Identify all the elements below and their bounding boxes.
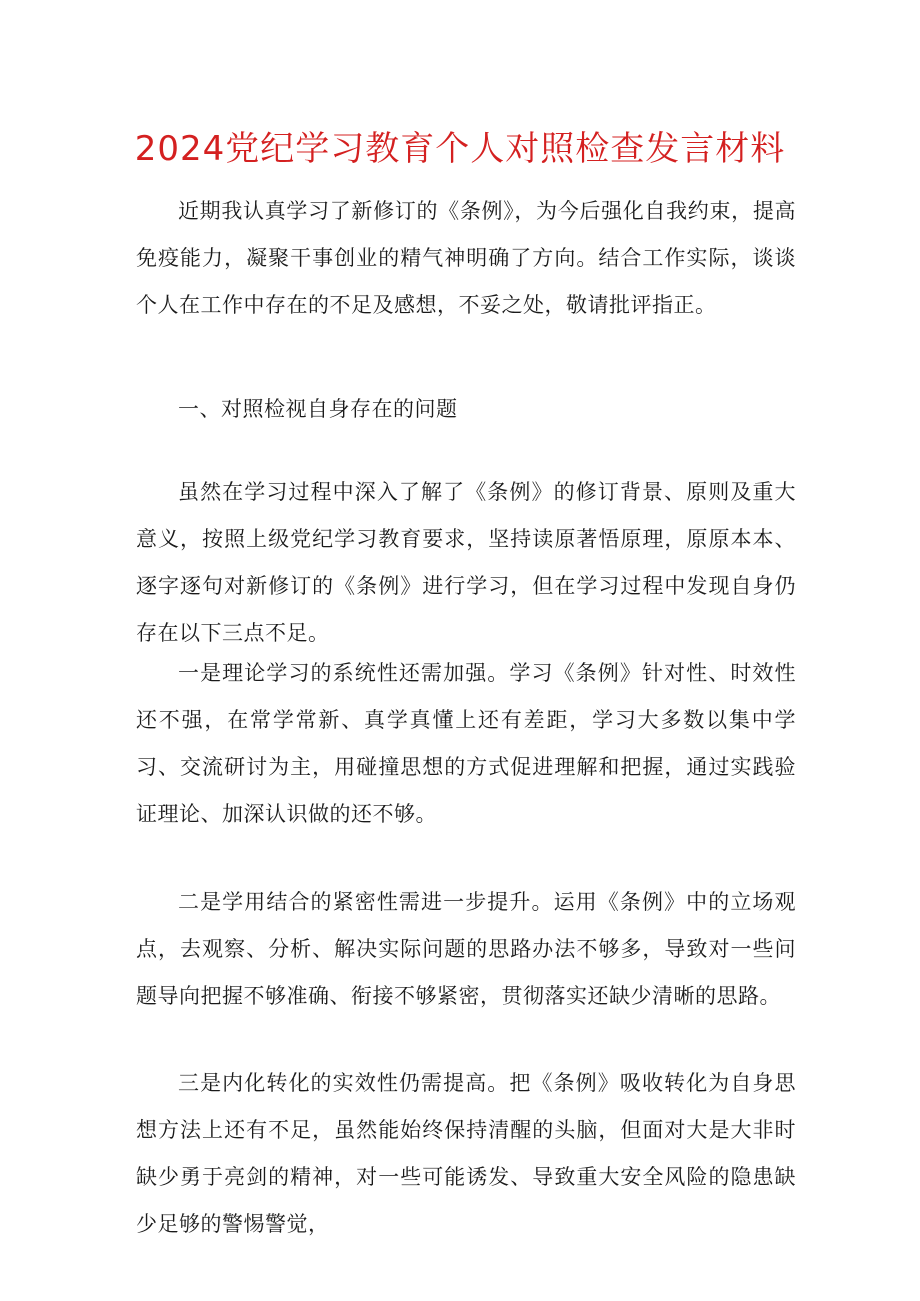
point-two-paragraph: 二是学用结合的紧密性需进一步提升。运用《条例》中的立场观点，去观察、分析、解决实际问题的思路办法不够多，导致对一些问题导向把握不够准确、衔接不够紧密，贯彻落实还缺少清晰的思路。 xyxy=(136,890,796,1008)
section-heading: 一、对照检视自身存在的问题 xyxy=(178,397,458,421)
intro-paragraph: 近期我认真学习了新修订的《条例》，为今后强化自我约束，提高免疫能力，凝聚干事创业的精气神明确了方向。结合工作实际，谈谈个人在工作中存在的不足及感想，不妥之处，敬请批评指正。 xyxy=(136,199,796,317)
document-title: 2024党纪学习教育个人对照检查发言材料 xyxy=(134,129,786,169)
point-three-paragraph: 三是内化转化的实效性仍需提高。把《条例》吸收转化为自身思想方法上还有不足，虽然能始终保持清醒的头脑，但面对大是大非时缺少勇于亮剑的精神，对一些可能诱发、导致重大安全风险的隐患缺少足够的警惕警觉， xyxy=(136,1071,796,1236)
point-one-paragraph: 一是理论学习的系统性还需加强。学习《条例》针对性、时效性还不强，在常学常新、真学真懂上还有差距，学习大多数以集中学习、交流研讨为主，用碰撞思想的方式促进理解和把握，通过实践验证理论、加深认识做的还不够。 xyxy=(136,661,796,826)
section-paragraph: 虽然在学习过程中深入了解了《条例》的修订背景、原则及重大意义，按照上级党纪学习教育要求，坚持读原著悟原理，原原本本、逐字逐句对新修订的《条例》进行学习，但在学习过程中发现自身仍存在以下三点不足。 xyxy=(136,480,796,645)
